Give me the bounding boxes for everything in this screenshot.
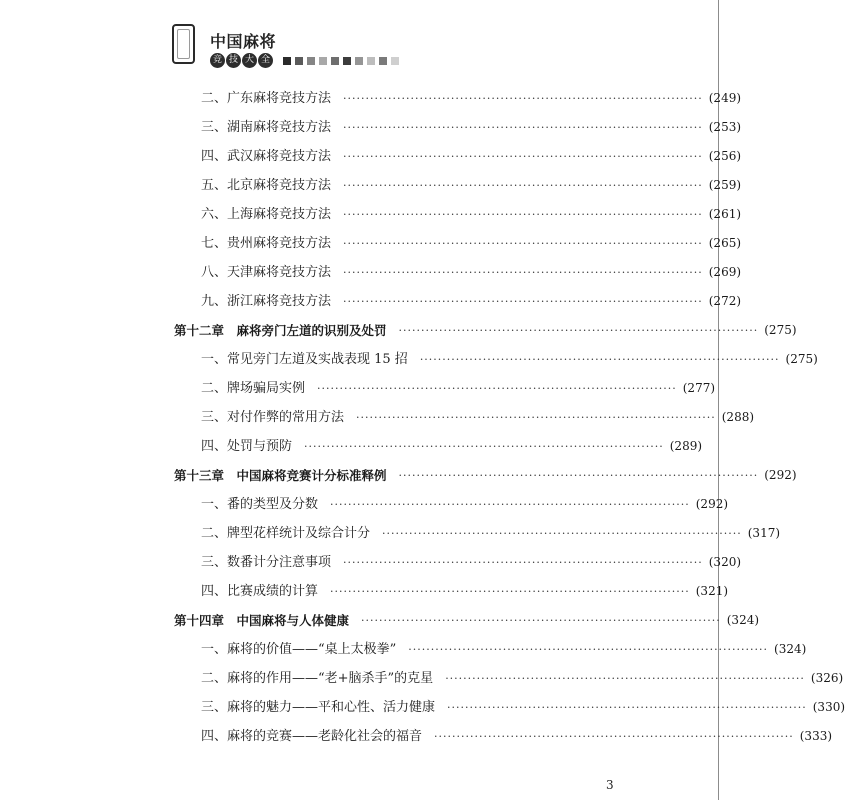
toc-entry bbox=[201, 258, 742, 287]
toc-entry-page: (330) bbox=[812, 700, 845, 714]
subtitle-char: 大 bbox=[242, 53, 257, 68]
toc-section-row bbox=[0, 374, 800, 403]
toc-entry bbox=[201, 171, 742, 200]
toc-entry-page: (317) bbox=[747, 526, 781, 540]
toc-section-row bbox=[0, 519, 800, 548]
toc-section-row bbox=[0, 548, 800, 577]
table-of-contents bbox=[0, 84, 845, 751]
toc-entry bbox=[201, 490, 729, 519]
toc-entry-page: (326) bbox=[810, 671, 844, 685]
toc-entry-page: (324) bbox=[726, 613, 760, 627]
toc-entry-label: 三、麻将的魅力——平和心性、活力健康 bbox=[201, 700, 436, 715]
toc-entry-label: 二、广东麻将竞技方法 bbox=[201, 91, 332, 106]
toc-entry bbox=[174, 461, 797, 490]
toc-entry bbox=[201, 229, 742, 258]
header-frame-icon bbox=[172, 24, 195, 64]
toc-entry bbox=[201, 345, 818, 374]
toc-entry-label: 二、麻将的作用——“老+脑杀手”的克星 bbox=[201, 671, 434, 686]
toc-entry-page: (292) bbox=[764, 468, 797, 482]
toc-leader-dots: ················································································ bbox=[330, 498, 690, 511]
toc-entry bbox=[201, 664, 844, 693]
toc-chapter-row bbox=[0, 606, 800, 635]
decorative-square bbox=[367, 57, 375, 65]
toc-leader-dots: ················································································ bbox=[304, 440, 664, 453]
toc-leader-dots: ················································································ bbox=[408, 643, 769, 656]
decorative-square bbox=[379, 57, 387, 65]
toc-entry bbox=[201, 577, 729, 606]
toc-entry-page: (320) bbox=[708, 555, 742, 569]
toc-leader-dots: ················································································ bbox=[343, 150, 703, 163]
decorative-square bbox=[319, 57, 327, 65]
toc-entry bbox=[201, 287, 742, 316]
toc-entry-page: (277) bbox=[682, 381, 716, 395]
decorative-square bbox=[283, 57, 291, 65]
toc-entry-label: 三、湖南麻将竞技方法 bbox=[201, 120, 332, 135]
toc-entry-label: 第十四章 中国麻将与人体健康 bbox=[174, 613, 350, 628]
toc-leader-dots: ················································································ bbox=[330, 585, 690, 598]
toc-entry bbox=[201, 548, 742, 577]
decorative-square bbox=[307, 57, 315, 65]
page-number: 3 bbox=[606, 778, 614, 792]
toc-entry-label: 四、麻将的竞赛——老龄化社会的福音 bbox=[201, 729, 423, 744]
toc-entry bbox=[201, 200, 742, 229]
toc-entry-label: 九、浙江麻将竞技方法 bbox=[201, 294, 332, 309]
toc-leader-dots: ················································································ bbox=[382, 527, 742, 540]
toc-entry-label: 一、常见旁门左道及实战表现 15 招 bbox=[201, 352, 408, 367]
decorative-square bbox=[295, 57, 303, 65]
toc-entry-label: 八、天津麻将竞技方法 bbox=[201, 265, 332, 280]
toc-entry-label: 第十三章 中国麻将竞赛计分标准释例 bbox=[174, 468, 387, 483]
toc-entry-page: (275) bbox=[785, 352, 818, 366]
toc-leader-dots: ················································································ bbox=[419, 353, 780, 366]
toc-entry-label: 四、武汉麻将竞技方法 bbox=[201, 149, 332, 164]
toc-leader-dots: ················································································ bbox=[343, 237, 703, 250]
toc-entry-label: 四、处罚与预防 bbox=[201, 439, 293, 454]
toc-entry bbox=[201, 693, 845, 722]
header-title: 中国麻将 bbox=[210, 32, 277, 51]
toc-leader-dots: ················································································ bbox=[361, 614, 721, 627]
toc-section-row bbox=[0, 171, 800, 200]
toc-entry bbox=[201, 374, 716, 403]
toc-entry bbox=[201, 142, 742, 171]
toc-entry-page: (253) bbox=[708, 120, 742, 134]
toc-entry-label: 三、数番计分注意事项 bbox=[201, 555, 332, 570]
toc-leader-dots: ················································································ bbox=[317, 382, 677, 395]
toc-section-row bbox=[0, 258, 800, 287]
toc-entry bbox=[201, 519, 781, 548]
toc-leader-dots: ················································································ bbox=[343, 295, 703, 308]
toc-entry-page: (272) bbox=[708, 294, 742, 308]
toc-section-row bbox=[0, 142, 800, 171]
toc-section-row bbox=[0, 287, 800, 316]
header-subtitle bbox=[210, 53, 403, 68]
toc-entry-label: 一、麻将的价值——“桌上太极拳” bbox=[201, 642, 397, 657]
toc-entry-label: 二、牌型花样统计及综合计分 bbox=[201, 526, 371, 541]
toc-entry-label: 三、对付作弊的常用方法 bbox=[201, 410, 345, 425]
toc-entry-page: (324) bbox=[774, 642, 807, 656]
toc-section-row bbox=[0, 229, 800, 258]
toc-section-row bbox=[0, 693, 845, 722]
toc-leader-dots: ················································································ bbox=[343, 208, 703, 221]
toc-entry-label: 四、比赛成绩的计算 bbox=[201, 584, 319, 599]
decorative-square bbox=[343, 57, 351, 65]
toc-entry-label: 第十二章 麻将旁门左道的识别及处罚 bbox=[174, 323, 387, 338]
toc-entry bbox=[201, 722, 833, 751]
toc-section-row bbox=[0, 345, 818, 374]
toc-section-row bbox=[0, 722, 833, 751]
toc-section-row bbox=[0, 113, 800, 142]
toc-section-row bbox=[0, 84, 800, 113]
toc-entry-label: 五、北京麻将竞技方法 bbox=[201, 178, 332, 193]
toc-entry-page: (321) bbox=[695, 584, 729, 598]
toc-entry-page: (333) bbox=[799, 729, 833, 743]
toc-entry-label: 七、贵州麻将竞技方法 bbox=[201, 236, 332, 251]
subtitle-char: 技 bbox=[226, 53, 241, 68]
toc-section-row bbox=[0, 490, 800, 519]
toc-entry bbox=[174, 316, 797, 345]
toc-chapter-row bbox=[0, 461, 800, 490]
toc-entry bbox=[201, 113, 742, 142]
toc-leader-dots: ················································································ bbox=[343, 556, 703, 569]
decorative-square bbox=[391, 57, 399, 65]
toc-section-row bbox=[0, 664, 844, 693]
toc-leader-dots: ················································································ bbox=[447, 701, 807, 714]
toc-entry-page: (289) bbox=[669, 439, 703, 453]
decorative-square bbox=[331, 57, 339, 65]
toc-leader-dots: ················································································ bbox=[343, 121, 703, 134]
toc-entry bbox=[201, 84, 742, 113]
subtitle-char: 竞 bbox=[210, 53, 225, 68]
toc-chapter-row bbox=[0, 316, 800, 345]
toc-entry-label: 一、番的类型及分数 bbox=[201, 497, 319, 512]
toc-section-row bbox=[0, 577, 800, 606]
toc-entry bbox=[201, 635, 807, 664]
toc-section-row bbox=[0, 200, 800, 229]
toc-leader-dots: ················································································ bbox=[343, 179, 703, 192]
toc-leader-dots: ················································································ bbox=[434, 730, 794, 743]
toc-leader-dots: ················································································ bbox=[398, 469, 759, 482]
toc-entry-page: (259) bbox=[708, 178, 742, 192]
toc-entry bbox=[201, 403, 755, 432]
toc-entry-page: (275) bbox=[764, 323, 797, 337]
toc-leader-dots: ················································································ bbox=[398, 324, 759, 337]
toc-entry-label: 六、上海麻将竞技方法 bbox=[201, 207, 332, 222]
toc-entry-page: (269) bbox=[708, 265, 742, 279]
decorative-squares bbox=[283, 57, 403, 65]
toc-entry-label: 二、牌场骗局实例 bbox=[201, 381, 306, 396]
toc-entry-page: (265) bbox=[708, 236, 742, 250]
decorative-square bbox=[355, 57, 363, 65]
toc-entry-page: (261) bbox=[708, 207, 742, 221]
toc-leader-dots: ················································································ bbox=[445, 672, 805, 685]
toc-leader-dots: ················································································ bbox=[343, 92, 703, 105]
toc-section-row bbox=[0, 403, 800, 432]
toc-leader-dots: ················································································ bbox=[356, 411, 716, 424]
toc-entry-page: (292) bbox=[695, 497, 729, 511]
toc-entry bbox=[201, 432, 703, 461]
toc-entry-page: (256) bbox=[708, 149, 742, 163]
toc-section-row bbox=[0, 635, 807, 664]
toc-section-row bbox=[0, 432, 800, 461]
toc-entry-page: (288) bbox=[721, 410, 755, 424]
toc-leader-dots: ················································································ bbox=[343, 266, 703, 279]
toc-entry-page: (249) bbox=[708, 91, 742, 105]
toc-entry bbox=[174, 606, 760, 635]
subtitle-char: 全 bbox=[258, 53, 273, 68]
